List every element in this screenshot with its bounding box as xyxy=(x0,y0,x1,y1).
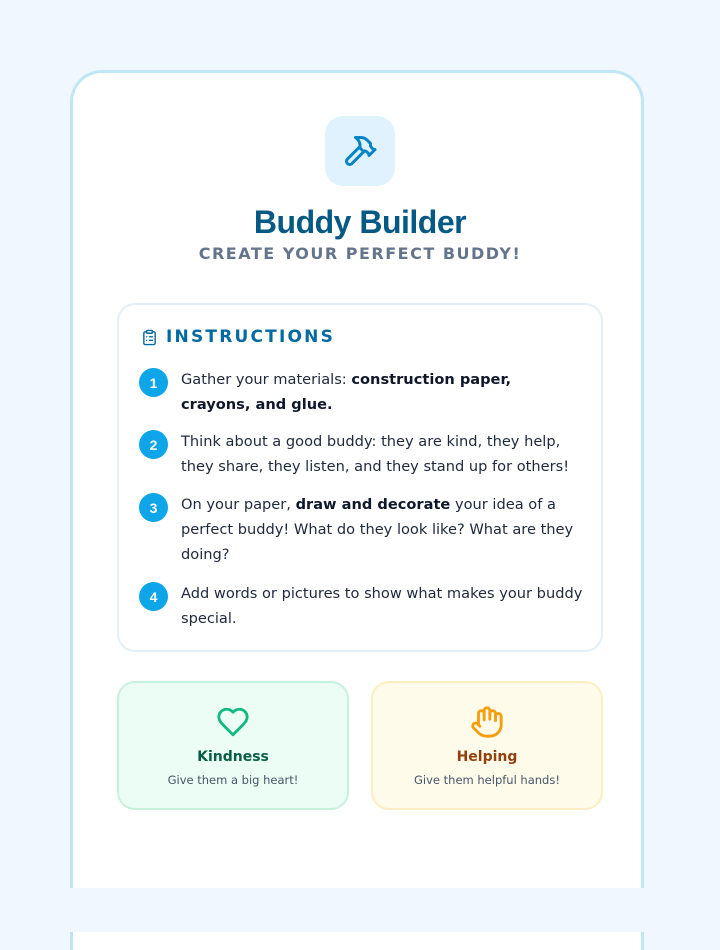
trait-description: Give them helpful hands! xyxy=(414,773,560,787)
trait-card-helping xyxy=(371,681,603,810)
trait-card-kindness xyxy=(117,681,349,810)
page-title: Buddy Builder xyxy=(253,204,467,240)
step-number-badge: 3 xyxy=(139,493,168,522)
step-number-badge: 2 xyxy=(139,430,168,459)
step-text: On your paper, draw and decorate your idea of a perfect buddy! What do they look like? What are they doing? xyxy=(181,496,574,563)
hand-icon xyxy=(470,705,504,739)
step-text: Gather your materials: construction paper, crayons, and glue. xyxy=(181,371,512,413)
step-number-badge: 4 xyxy=(139,582,168,611)
instructions-panel xyxy=(117,303,603,652)
hammer-icon xyxy=(342,133,378,169)
instructions-title: INSTRUCTIONS xyxy=(166,327,336,347)
app-icon-tile xyxy=(325,116,395,186)
clipboard-icon xyxy=(141,329,158,346)
heart-icon xyxy=(216,705,250,739)
trait-name: Helping xyxy=(456,749,518,765)
page-bottom xyxy=(0,888,720,932)
step-number-badge: 1 xyxy=(139,368,168,397)
instructions-header xyxy=(141,327,335,347)
step-text: Add words or pictures to show what makes your buddy special. xyxy=(181,585,583,627)
page-subtitle: CREATE YOUR PERFECT BUDDY! xyxy=(198,244,522,263)
trait-name: Kindness xyxy=(197,749,269,765)
trait-description: Give them a big heart! xyxy=(167,773,299,787)
step-text: Think about a good buddy: they are kind, they help, they share, they listen, and they stand up for others! xyxy=(181,433,570,475)
